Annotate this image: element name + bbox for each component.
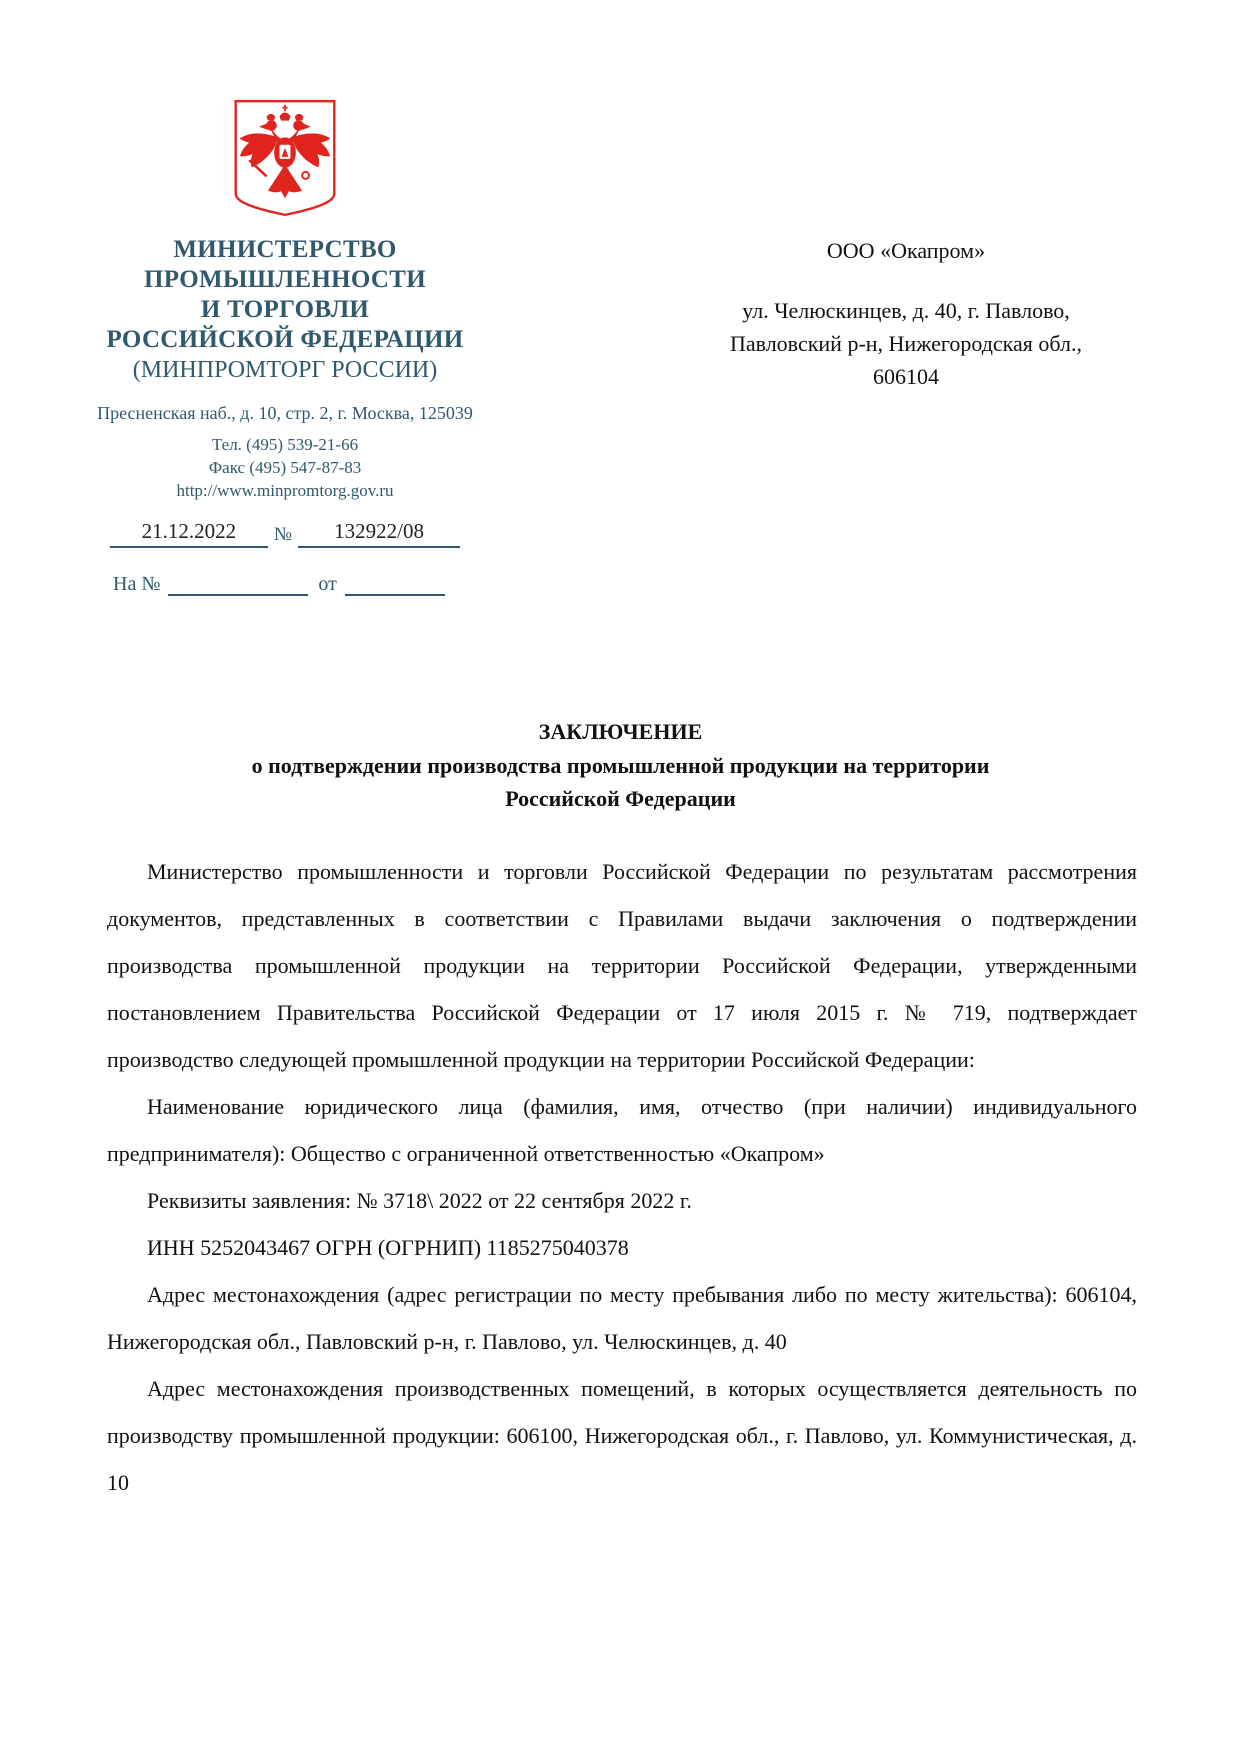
ministry-short-name: (МИНПРОМТОРГ РОССИИ) — [132, 357, 438, 383]
body-paragraph: Реквизиты заявления: № 3718\ 2022 от 22 сентября 2022 г. — [147, 1188, 692, 1213]
reference-date-label: от — [318, 573, 337, 595]
recipient-name: ООО «Окапром» — [826, 238, 986, 263]
body-paragraph: Министерство промышленности и торговли Российской Федерации по результатам рассмотрения документов, представленных в соответствии с Правилами выдачи заключения о подтверждении производства промышленной продукции на территории Российской Федерации, утвержденными постановлением Правительства Российской Федерации от 17 июля 2015 г. № 719, подтверждает производство следующей промышленной продукции на территории Российской Федерации: — [107, 859, 1137, 1072]
document-number: 132922/08 — [298, 519, 460, 548]
ministry-name-line: И ТОРГОВЛИ — [200, 296, 370, 323]
ministry-name-line: МИНИСТЕРСТВО — [173, 236, 397, 263]
coat-of-arms-icon — [233, 93, 337, 223]
reference-date-blank — [345, 570, 445, 596]
body-paragraph: ИНН 5252043467 ОГРН (ОГРНИП) 1185275040378 — [147, 1235, 629, 1260]
document-date: 21.12.2022 — [110, 519, 268, 548]
recipient-block — [658, 234, 1154, 393]
body-paragraph: Наименование юридического лица (фамилия, имя, отчество (при наличии) индивидуального предпринимателя): Общество с ограниченной ответственностью «Окапром» — [107, 1094, 1137, 1166]
recipient-address-line: 606104 — [873, 364, 939, 389]
document-title-line: ЗАКЛЮЧЕНИЕ — [538, 719, 703, 744]
document-title-line: о подтверждении производства промышленной продукции на территории — [251, 752, 990, 778]
ministry-contacts — [85, 433, 485, 502]
document-title-line: Российской Федерации — [505, 786, 736, 811]
ministry-name — [85, 235, 485, 355]
ministry-phone: Тел. (495) 539-21-66 — [211, 435, 359, 454]
recipient-address — [658, 294, 1154, 393]
recipient-address-line: Павловский р-н, Нижегородская обл., — [729, 331, 1083, 356]
ministry-postal-address: Пресненская наб., д. 10, стр. 2, г. Москва, 125039 — [97, 403, 473, 423]
body-paragraph: Адрес местонахождения производственных помещений, в которых осуществляется деятельность по производству промышленной продукции: 606100, Нижегородская обл., г. Павлово, ул. Коммунистическая, д. 10 — [107, 1376, 1137, 1495]
reference-row — [113, 570, 485, 596]
document-number-row — [85, 519, 485, 548]
reference-number-label: На № — [113, 573, 161, 595]
ministry-fax: Факс (495) 547-87-83 — [208, 458, 362, 477]
document-body — [107, 848, 1137, 1506]
document-title — [0, 715, 1241, 816]
ministry-name-line: РОССИЙСКОЙ ФЕДЕРАЦИИ — [106, 326, 464, 353]
reference-number-blank — [168, 570, 308, 596]
ministry-website: http://www.minpromtorg.gov.ru — [176, 481, 394, 500]
ministry-name-line: ПРОМЫШЛЕННОСТИ — [144, 266, 426, 293]
body-paragraph: Адрес местонахождения (адрес регистрации по месту пребывания либо по месту жительства): 606104, Нижегородская обл., Павловский р-н, г. Павлово, ул. Челюскинцев, д. 40 — [107, 1282, 1137, 1354]
number-sign: № — [273, 524, 293, 545]
recipient-address-line: ул. Челюскинцев, д. 40, г. Павлово, — [742, 298, 1070, 323]
ministry-letterhead — [85, 93, 485, 596]
